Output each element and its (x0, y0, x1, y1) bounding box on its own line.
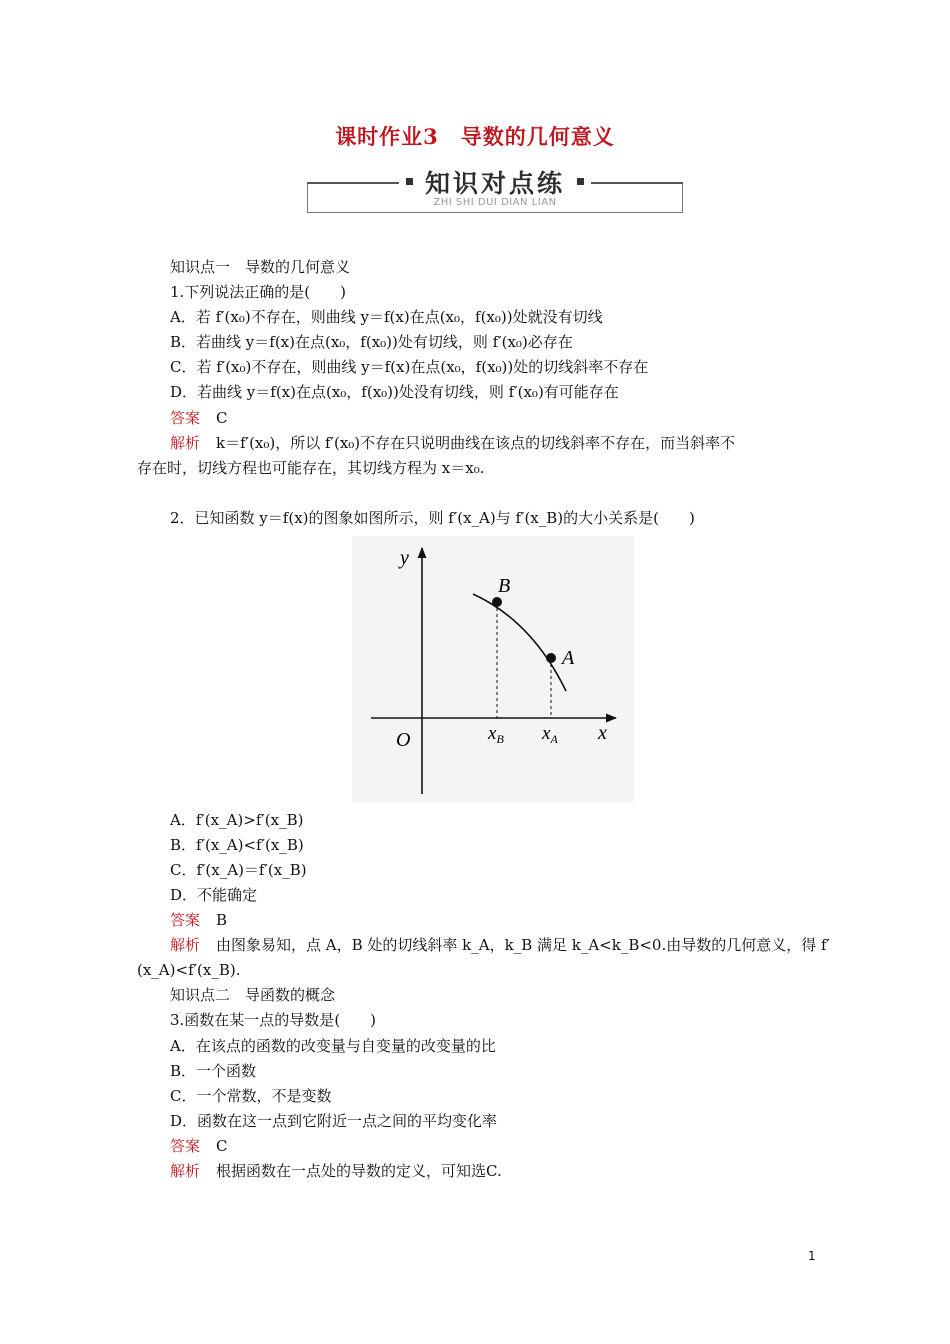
q3-option-a: A．在该点的函数的改变量与自变量的改变量的比 (170, 1037, 496, 1055)
analysis-text: k＝f′(x₀)，所以 f′(x₀)不存在只说明曲线在该点的切线斜率不存在，而当斜率不 (216, 434, 736, 452)
xb-tick-sub: B (496, 732, 504, 746)
xa-tick-label (541, 723, 558, 746)
q1-analysis-line1 (170, 433, 735, 453)
page-number: 1 (808, 1249, 816, 1263)
section-banner (307, 162, 683, 214)
answer-value: C (216, 1137, 228, 1155)
xa-tick-sub: A (550, 732, 558, 746)
q2-stem: 2．已知函数 y＝f(x)的图象如图所示，则 f′(x_A)与 f′(x_B)的大小关系是( ) (170, 509, 695, 527)
q2-option-a: A．f′(x_A)>f′(x_B) (170, 811, 304, 829)
q3-analysis (170, 1161, 502, 1181)
q3-option-b: B．一个函数 (170, 1062, 257, 1080)
q2-answer (170, 910, 227, 930)
graph-svg (352, 536, 634, 802)
analysis-label: 解析 (170, 434, 201, 452)
analysis-text: 根据函数在一点处的导数的定义，可知选C. (216, 1162, 502, 1180)
q1-option-c: C．若 f′(x₀)不存在，则曲线 y＝f(x)在点(x₀，f(x₀))处的切线斜率不存在 (170, 358, 649, 376)
q1-analysis-line2: 存在时，切线方程也可能存在，其切线方程为 x＝x₀. (137, 459, 485, 477)
answer-label: 答案 (170, 409, 201, 427)
q2-option-c: C．f′(x_A)＝f′(x_B) (170, 861, 307, 879)
answer-label: 答案 (170, 1137, 201, 1155)
answer-value: B (216, 911, 228, 929)
q3-answer (170, 1136, 228, 1156)
page-title: 课时作业3 导数的几何意义 (335, 124, 615, 149)
q2-option-d: D．不能确定 (170, 886, 258, 904)
section-heading-2: 知识点二 导函数的概念 (170, 986, 336, 1004)
origin-label: O (396, 729, 411, 751)
y-axis-label: y (400, 547, 409, 569)
point-a-label: A (562, 647, 575, 669)
xb-tick-label (487, 723, 504, 746)
function-graph-figure (352, 536, 634, 802)
q2-option-b: B．f′(x_A)<f′(x_B) (170, 836, 304, 854)
banner-title: 知识对点练 (424, 169, 565, 198)
point-b (492, 597, 502, 607)
q1-stem: 1.下列说法正确的是( ) (170, 283, 347, 301)
section-heading-1: 知识点一 导数的几何意义 (170, 258, 351, 276)
q1-option-b: B．若曲线 y＝f(x)在点(x₀，f(x₀))处有切线，则 f′(x₀)必存在 (170, 333, 573, 351)
q3-stem: 3.函数在某一点的导数是( ) (170, 1011, 377, 1029)
q3-option-c: C．一个常数，不是变数 (170, 1087, 332, 1105)
q2-analysis-line1 (170, 935, 830, 955)
point-b-label: B (498, 575, 511, 597)
answer-value: C (216, 409, 228, 427)
xa-tick-main: x (542, 723, 551, 744)
analysis-label: 解析 (170, 936, 201, 954)
analysis-label: 解析 (170, 1162, 201, 1180)
q1-answer (170, 408, 228, 428)
point-a (546, 653, 556, 663)
x-axis-label: x (598, 722, 607, 744)
xb-tick-main: x (488, 723, 497, 744)
answer-label: 答案 (170, 911, 201, 929)
banner-subtitle: ZHI SHI DUI DIAN LIAN (433, 197, 557, 208)
analysis-text: 由图象易知，点 A，B 处的切线斜率 k_A，k_B 满足 k_A<k_B<0.由导数的几何意义，得 f′ (216, 936, 830, 954)
q3-option-d: D．函数在这一点到它附近一点之间的平均变化率 (170, 1112, 498, 1130)
q1-option-a: A．若 f′(x₀)不存在，则曲线 y＝f(x)在点(x₀，f(x₀))处就没有切线 (170, 308, 603, 326)
q2-analysis-line2: (x_A)<f′(x_B). (137, 961, 241, 979)
function-curve (473, 594, 566, 691)
q1-option-d: D．若曲线 y＝f(x)在点(x₀，f(x₀))处没有切线，则 f′(x₀)有可能存在 (170, 383, 619, 401)
